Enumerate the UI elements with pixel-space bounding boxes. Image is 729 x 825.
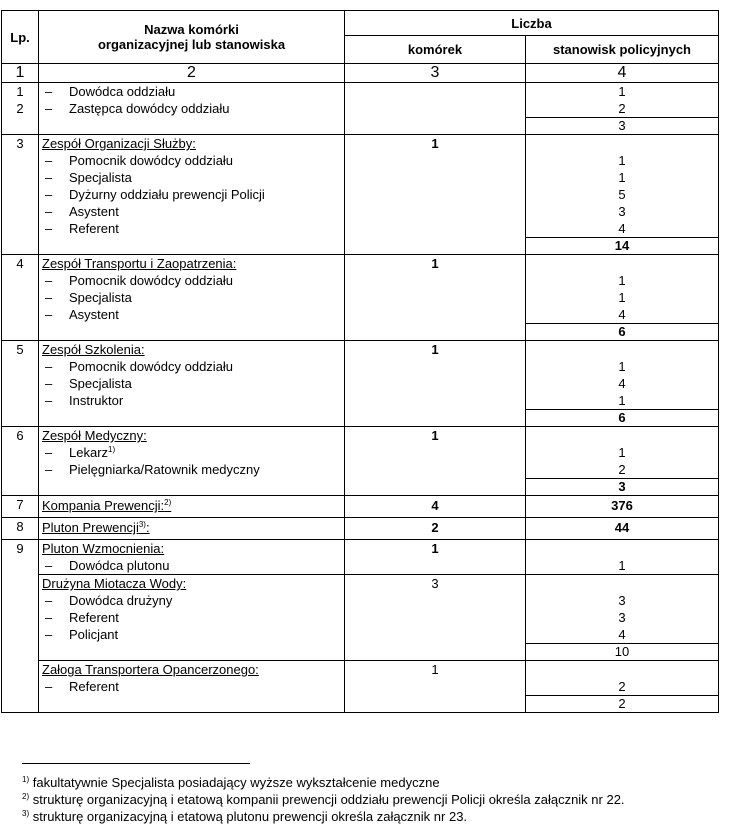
komorek-value xyxy=(345,678,525,695)
entry-line xyxy=(42,289,344,306)
entry-suffix: : xyxy=(145,520,150,535)
stanowisk-value: 1 xyxy=(618,170,626,185)
entry-text: Pluton Prewencji xyxy=(42,520,139,535)
total-cell: 10 xyxy=(526,644,719,661)
stanowisk-cell xyxy=(526,661,719,696)
stanowisk-value: 2 xyxy=(618,462,626,477)
lp-number: 8 xyxy=(16,519,24,534)
stanowisk-value: 1 xyxy=(618,153,626,168)
entry-title xyxy=(42,540,344,557)
komorek-value: 1 xyxy=(431,428,439,443)
dash-bullet: – xyxy=(45,393,53,408)
lp-number: 1 xyxy=(16,84,24,99)
stanowisk-value: 1 xyxy=(618,290,626,305)
entry-title xyxy=(42,575,344,592)
name-cell xyxy=(39,427,345,496)
name-cell xyxy=(39,255,345,341)
footnote-text: strukturę organizacyjną i etatową kompanii prewencji oddziału prewencji Policji określa załącznik nr 22. xyxy=(32,792,625,807)
entry-line xyxy=(42,272,344,289)
entry-text: Specjalista xyxy=(69,376,132,391)
total-cell: 6 xyxy=(526,410,719,427)
entry-line xyxy=(42,557,344,574)
dash-bullet: – xyxy=(45,462,53,477)
table-row xyxy=(2,661,719,696)
entry-line xyxy=(42,678,344,695)
stanowisk-cell xyxy=(526,135,719,238)
komorek-value: 3 xyxy=(431,576,439,591)
entry-text: Referent xyxy=(69,221,119,236)
column-index: 1 xyxy=(2,64,39,83)
stanowisk-value: 4 xyxy=(618,221,626,236)
table-row xyxy=(2,496,719,518)
stanowisk-value xyxy=(526,575,718,592)
lp-cell xyxy=(2,518,39,540)
komorek-value xyxy=(345,375,525,392)
stanowisk-value: 1 xyxy=(618,273,626,288)
stanowisk-value: 1 xyxy=(618,393,626,408)
entry-line xyxy=(42,83,344,100)
entry-text: Kompania Prewencji: xyxy=(42,498,165,513)
komorek-cell xyxy=(345,135,526,255)
footnote-ref: 2) xyxy=(164,498,172,507)
komorek-value xyxy=(345,100,525,117)
header-name-line-2: organizacyjnej lub stanowiska xyxy=(97,37,286,52)
dash-bullet: – xyxy=(45,101,53,116)
table-row xyxy=(2,255,719,324)
entry-text: Zespół Szkolenia: xyxy=(42,342,145,357)
komorek-value xyxy=(345,609,525,626)
total-cell: 3 xyxy=(526,118,719,135)
name-cell xyxy=(39,540,345,575)
table-row xyxy=(2,135,719,238)
entry-text: Lekarz xyxy=(69,445,109,460)
footnote-mark: 3) xyxy=(22,809,30,818)
entry-title xyxy=(42,661,344,678)
stanowisk-value: 2 xyxy=(618,679,626,694)
lp-number: 3 xyxy=(16,136,24,151)
table-row xyxy=(2,427,719,479)
stanowisk-value xyxy=(526,341,718,358)
lp-number: 9 xyxy=(16,541,24,556)
lp-number: 4 xyxy=(16,256,24,271)
komorek-value: 1 xyxy=(431,662,439,677)
komorek-value xyxy=(345,220,525,237)
komorek-cell xyxy=(345,83,526,135)
entry-text: Pielęgniarka/Ratownik medyczny xyxy=(69,462,260,477)
entry-text: Zespół Transportu i Zaopatrzenia: xyxy=(42,256,237,271)
komorek-cell: 2 xyxy=(345,518,526,540)
table-row xyxy=(2,518,719,540)
stanowisk-cell xyxy=(526,341,719,410)
komorek-cell xyxy=(345,255,526,341)
stanowisk-value xyxy=(526,540,718,557)
komorek-value: 1 xyxy=(431,342,439,357)
table-row xyxy=(2,83,719,118)
name-cell xyxy=(39,575,345,661)
stanowisk-cell xyxy=(526,255,719,324)
lp-cell xyxy=(2,496,39,518)
komorek-value xyxy=(345,358,525,375)
entry-text: Dyżurny oddziału prewencji Policji xyxy=(69,187,265,202)
header-stanowisk: stanowisk policyjnych xyxy=(526,36,719,64)
entry-line xyxy=(42,169,344,186)
lp-number: 2 xyxy=(16,101,24,116)
komorek-value xyxy=(345,83,525,100)
footnote-mark: 2) xyxy=(22,792,30,801)
lp-cell xyxy=(2,427,39,496)
komorek-value xyxy=(345,152,525,169)
stanowisk-value: 1 xyxy=(618,558,626,573)
name-cell xyxy=(39,83,345,135)
komorek-value xyxy=(345,272,525,289)
entry-text: Pomocnik dowódcy oddziału xyxy=(69,359,234,374)
entry-line xyxy=(42,592,344,609)
header-komorek: komórek xyxy=(345,36,526,64)
name-cell xyxy=(39,135,345,255)
entry-text: Specjalista xyxy=(69,290,132,305)
dash-bullet: – xyxy=(45,290,53,305)
stanowisk-value xyxy=(526,255,718,272)
dash-bullet: – xyxy=(45,273,53,288)
dash-bullet: – xyxy=(45,376,53,391)
total-cell: 14 xyxy=(526,238,719,255)
komorek-value xyxy=(345,306,525,323)
entry-text: Policjant xyxy=(69,627,119,642)
entry-text: Zespół Medyczny: xyxy=(42,428,147,443)
entry-line xyxy=(42,461,344,478)
entry-text: Pomocnik dowódcy oddziału xyxy=(69,273,234,288)
lp-cell xyxy=(2,540,39,713)
dash-bullet: – xyxy=(45,558,53,573)
name-cell xyxy=(39,518,345,540)
stanowisk-value: 1 xyxy=(618,445,626,460)
komorek-value xyxy=(345,444,525,461)
entry-text: Załoga Transportera Opancerzonego: xyxy=(42,662,259,677)
dash-bullet: – xyxy=(45,170,53,185)
komorek-value xyxy=(345,557,525,574)
footnote xyxy=(22,775,440,790)
stanowisk-cell xyxy=(526,540,719,575)
entry-text: Dowódca plutonu xyxy=(69,558,170,573)
entry-line xyxy=(42,358,344,375)
stanowisk-cell xyxy=(526,83,719,118)
total-cell: 2 xyxy=(526,696,719,713)
entry-text: Dowódca oddziału xyxy=(69,84,176,99)
entry-line xyxy=(42,392,344,409)
entry-text: Pluton Wzmocnienia: xyxy=(42,541,165,556)
table-row xyxy=(2,341,719,410)
komorek-value xyxy=(345,592,525,609)
column-index: 3 xyxy=(345,64,526,83)
header-lp: Lp. xyxy=(2,11,39,64)
entry-title xyxy=(42,135,344,152)
lp-cell xyxy=(2,135,39,255)
dash-bullet: – xyxy=(45,359,53,374)
entry-text: Instruktor xyxy=(69,393,124,408)
entry-line xyxy=(42,203,344,220)
komorek-cell xyxy=(345,575,526,661)
komorek-value: 1 xyxy=(431,136,439,151)
dash-bullet: – xyxy=(45,221,53,236)
lp-cell xyxy=(2,255,39,341)
komorek-cell xyxy=(345,661,526,713)
komorek-value xyxy=(345,186,525,203)
column-index: 4 xyxy=(526,64,719,83)
stanowisk-value: 2 xyxy=(618,101,626,116)
header-liczba: Liczba xyxy=(345,11,719,36)
komorek-value: 1 xyxy=(431,256,439,271)
entry-title xyxy=(42,496,344,516)
komorek-cell xyxy=(345,341,526,427)
footnote-ref: 1) xyxy=(108,445,116,454)
footnote-ref: 3) xyxy=(138,520,146,529)
stanowisk-value: 3 xyxy=(618,593,626,608)
dash-bullet: – xyxy=(45,610,53,625)
name-cell xyxy=(39,661,345,713)
entry-line xyxy=(42,220,344,237)
footnote-separator xyxy=(22,763,250,764)
entry-text: Dowódca drużyny xyxy=(69,593,173,608)
stanowisk-cell xyxy=(526,427,719,479)
komorek-value xyxy=(345,289,525,306)
stanowisk-value: 4 xyxy=(618,307,626,322)
footnote xyxy=(22,809,467,824)
dash-bullet: – xyxy=(45,84,53,99)
dash-bullet: – xyxy=(45,445,53,460)
entry-text: Referent xyxy=(69,610,119,625)
dash-bullet: – xyxy=(45,593,53,608)
dash-bullet: – xyxy=(45,307,53,322)
komorek-value xyxy=(345,461,525,478)
lp-cell xyxy=(2,83,39,135)
total-cell: 6 xyxy=(526,324,719,341)
column-index-row xyxy=(2,64,719,83)
entry-line xyxy=(42,186,344,203)
entry-line xyxy=(42,375,344,392)
footnote-mark: 1) xyxy=(22,775,30,784)
dash-bullet: – xyxy=(45,679,53,694)
entry-text: Specjalista xyxy=(69,170,132,185)
lp-number: 5 xyxy=(16,342,24,357)
header-name-line-1: Nazwa komórki xyxy=(144,22,239,37)
total-cell: 3 xyxy=(526,479,719,496)
entry-title xyxy=(42,255,344,272)
name-cell xyxy=(39,496,345,518)
lp-number: 6 xyxy=(16,428,24,443)
footnote xyxy=(22,792,625,807)
stanowisk-cell xyxy=(526,575,719,644)
footnote-text: strukturę organizacyjną i etatową plutonu prewencji określa załącznik nr 23. xyxy=(32,809,468,824)
komorek-value xyxy=(345,626,525,643)
komorek-value xyxy=(345,203,525,220)
entry-text: Asystent xyxy=(69,204,119,219)
stanowisk-value: 1 xyxy=(618,359,626,374)
entry-line xyxy=(42,306,344,323)
stanowisk-value xyxy=(526,427,718,444)
komorek-cell xyxy=(345,427,526,496)
stanowisk-value: 4 xyxy=(618,627,626,642)
entry-text: Drużyna Miotacza Wody: xyxy=(42,576,187,591)
dash-bullet: – xyxy=(45,627,53,642)
stanowisk-value: 3 xyxy=(618,204,626,219)
dash-bullet: – xyxy=(45,204,53,219)
entry-line xyxy=(42,100,344,117)
entry-title xyxy=(42,341,344,358)
stanowisk-value: 1 xyxy=(618,84,626,99)
entry-line xyxy=(42,609,344,626)
header-name xyxy=(39,11,345,64)
entry-text: Zespół Organizacji Służby: xyxy=(42,136,196,151)
stanowisk-value xyxy=(526,135,718,152)
stanowisk-value: 3 xyxy=(618,610,626,625)
stanowisk-cell: 44 xyxy=(526,518,719,540)
stanowisk-cell: 376 xyxy=(526,496,719,518)
entry-text: Pomocnik dowódcy oddziału xyxy=(69,153,234,168)
entry-text: Asystent xyxy=(69,307,119,322)
komorek-cell xyxy=(345,540,526,575)
dash-bullet: – xyxy=(45,153,53,168)
column-index: 2 xyxy=(39,64,345,83)
entry-title xyxy=(42,518,344,538)
dash-bullet: – xyxy=(45,187,53,202)
stanowisk-value xyxy=(526,661,718,678)
komorek-value xyxy=(345,169,525,186)
entry-title xyxy=(42,427,344,444)
footnote-text: fakultatywnie Specjalista posiadający wyższe wykształcenie medyczne xyxy=(32,775,440,790)
name-cell xyxy=(39,341,345,427)
lp-cell xyxy=(2,341,39,427)
stanowisk-value: 5 xyxy=(618,187,626,202)
lp-number: 7 xyxy=(16,497,24,512)
entry-line xyxy=(42,444,344,461)
komorek-value xyxy=(345,392,525,409)
komorek-cell: 4 xyxy=(345,496,526,518)
entry-text: Zastępca dowódcy oddziału xyxy=(69,101,230,116)
staffing-table xyxy=(1,10,719,713)
table-row xyxy=(2,575,719,644)
stanowisk-value: 4 xyxy=(618,376,626,391)
komorek-value: 1 xyxy=(431,541,439,556)
entry-line xyxy=(42,152,344,169)
entry-line xyxy=(42,626,344,643)
table-row xyxy=(2,540,719,575)
entry-text: Referent xyxy=(69,679,119,694)
